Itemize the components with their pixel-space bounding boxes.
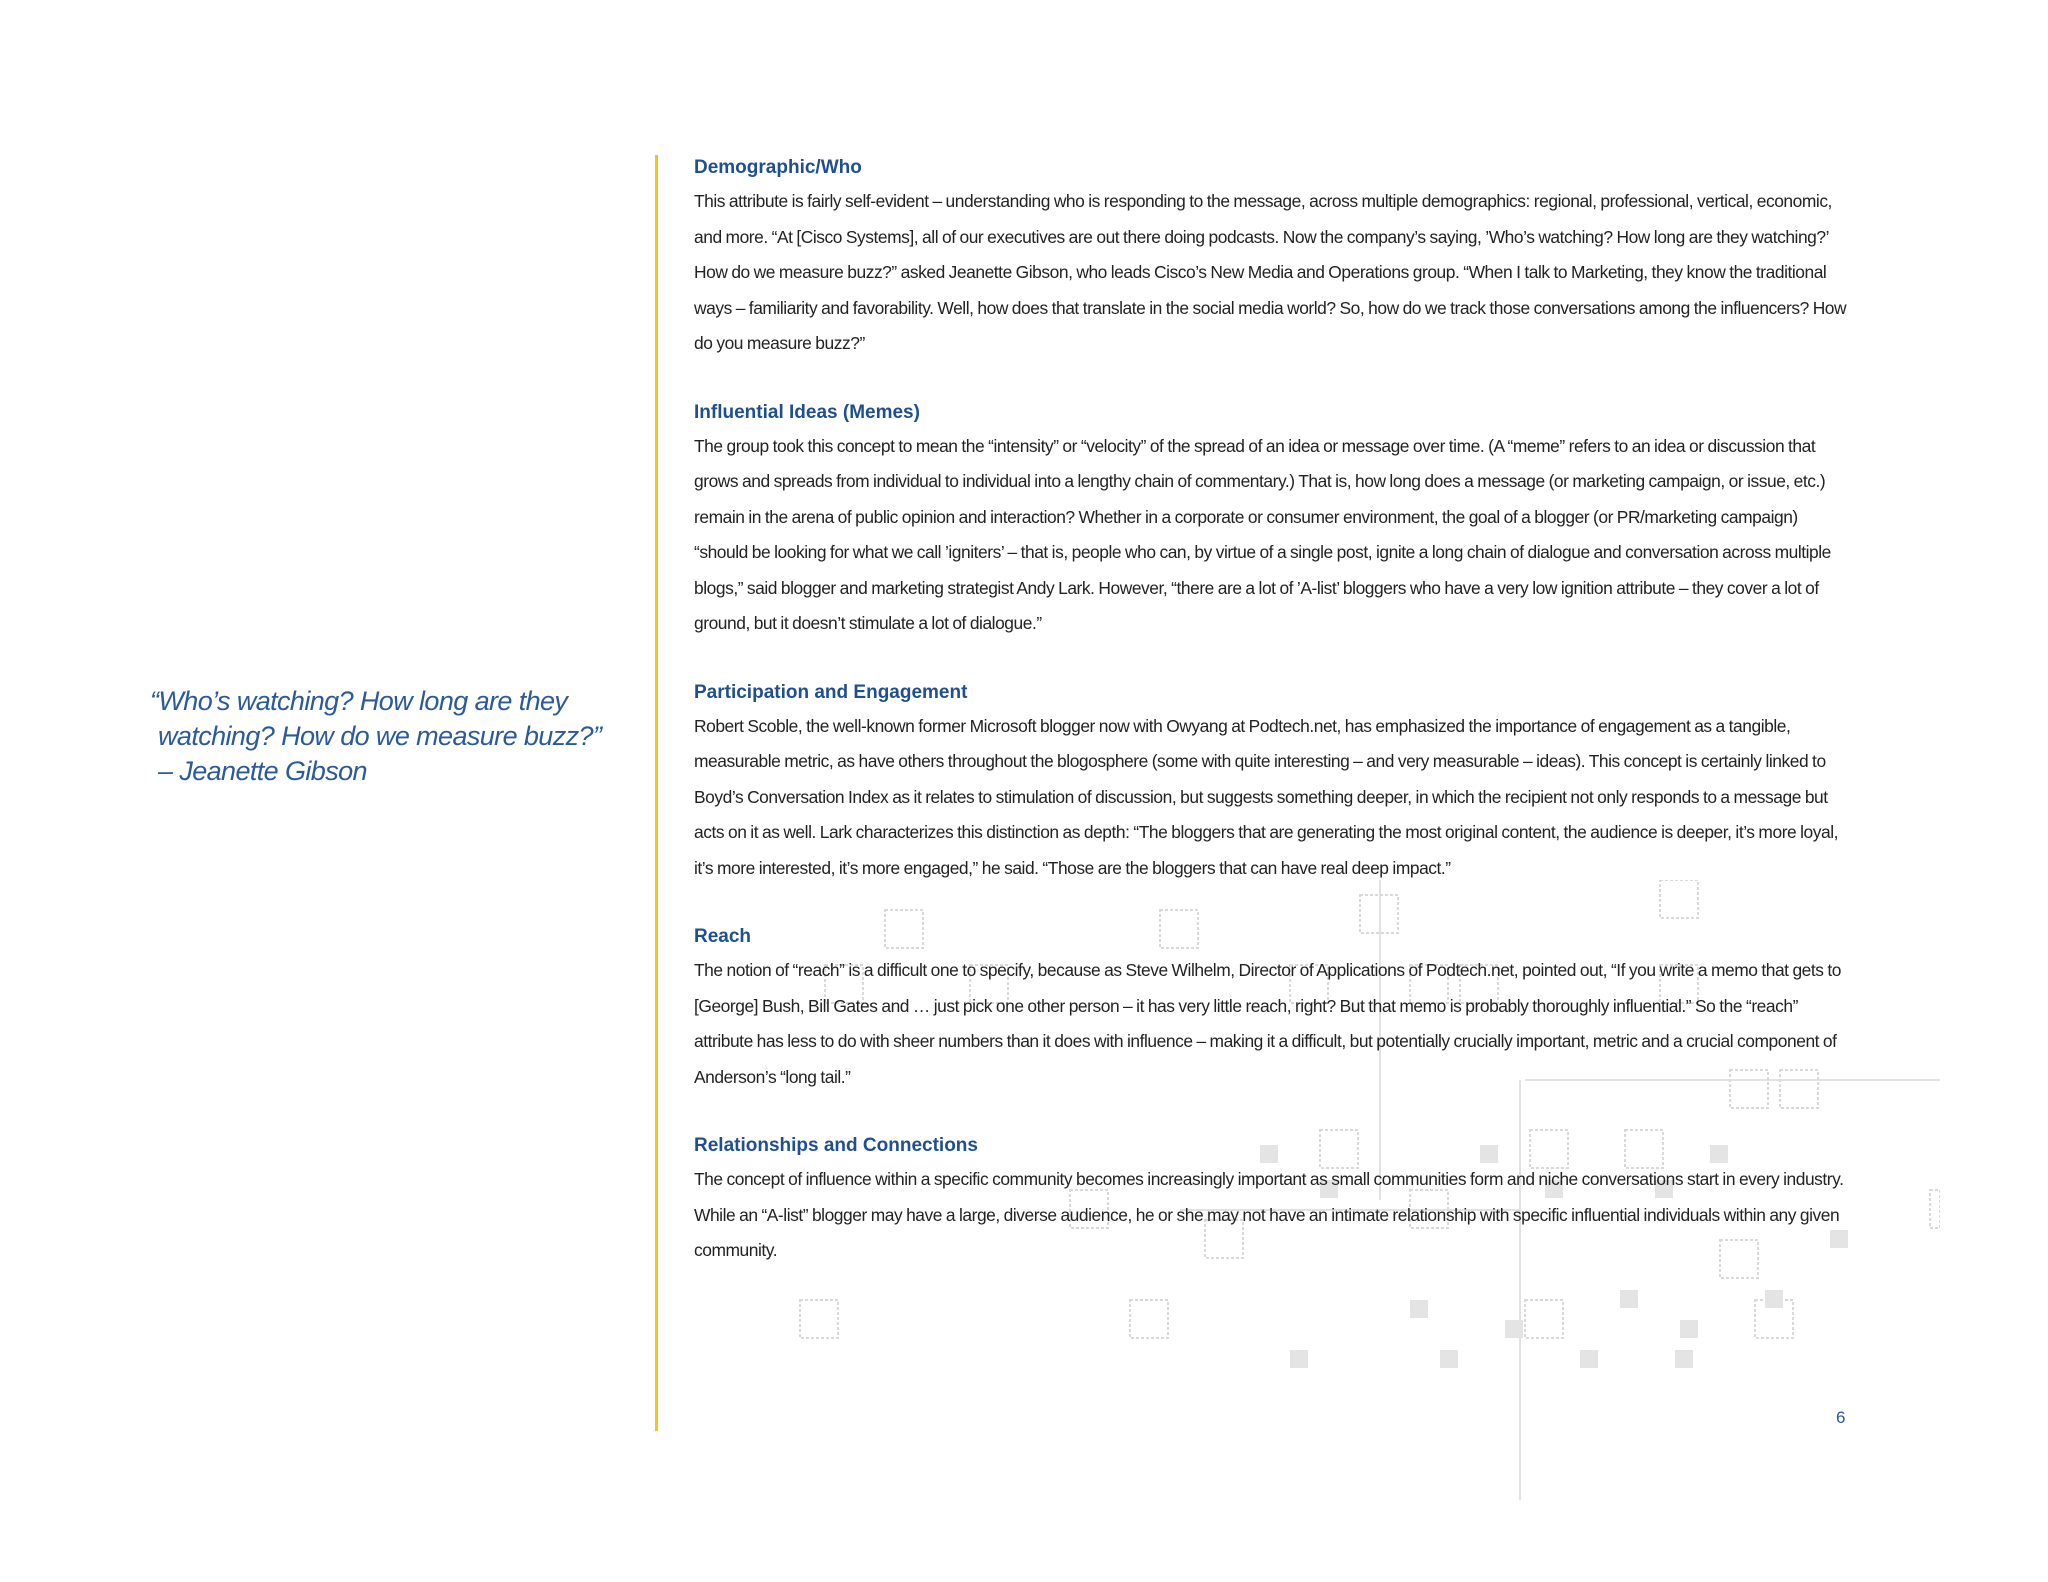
section-reach: [694, 921, 1854, 1095]
section-body: The notion of “reach” is a difficult one to specify, because as Steve Wilhelm, Director of Applications of Podtech.net, pointed out, “If you write a memo that gets to [George] Bush, Bill Gates and … just pick one other person – it has very little reach, right? But that memo is probably thoroughly influential.” So the “reach” attribute has less to do with sheer numbers than it does with influence – making it a difficult, but potentially crucially important, metric and a crucial component of Anderson’s “long tail.”: [694, 960, 1841, 1087]
section-body: Robert Scoble, the well-known former Microsoft blogger now with Owyang at Podtech.net, has emphasized the importance of engagement as a tangible, measurable metric, as have others throughout the blogosphere (some with quite interesting – and very measurable – ideas). This concept is certainly linked to Boyd’s Conversation Index as it relates to stimulation of discussion, but suggests something deeper, in which the recipient not only responds to a message but acts on it as well. Lark characterizes this distinction as depth: “The bloggers that are generating the most original content, the audience is deeper, it’s more loyal, it’s more interested, it’s more engaged,” he said. “Those are the bloggers that can have real deep impact.”: [694, 715, 1839, 878]
main-content: [694, 152, 1854, 1304]
pull-quote-line: “Who’s watching? How long are they: [150, 686, 568, 716]
section-body: This attribute is fairly self-evident – understanding who is responding to the message, across multiple demographics: regional, professional, vertical, economic, and more. “At [Cisco Systems], all of our executives are out there doing podcasts. Now the company’s saying, ’Who’s watching? How long are they watching?’ How do we measure buzz?” asked Jeanette Gibson, who leads Cisco’s New Media and Operations group. “When I talk to Marketing, they know the traditional ways – familiarity and favorability. Well, how does that translate in the social media world? So, how do we track those conversations among the influencers? How do you measure buzz?”: [694, 191, 1847, 353]
section-heading: Reach: [694, 926, 752, 947]
section-participation: [694, 677, 1854, 887]
accent-rule: [655, 155, 658, 1431]
pull-quote-line: watching? How do we measure buzz?”: [158, 721, 602, 751]
section-body: The concept of influence within a specific community becomes increasingly important as small communities form and niche conversations start in every industry. While an “A-list” blogger may have a large, diverse audience, he or she may not have an intimate relationship with specific influential individuals within any given community.: [694, 1169, 1844, 1260]
pull-quote-attribution: – Jeanette Gibson: [158, 756, 367, 786]
section-demographic: [694, 152, 1854, 362]
page-number: 6: [1836, 1408, 1846, 1427]
section-influential-ideas: [694, 397, 1854, 642]
section-heading: Influential Ideas (Memes): [694, 401, 920, 423]
section-heading: Participation and Engagement: [694, 681, 968, 703]
section-heading: Demographic/Who: [694, 157, 862, 178]
section-body: The group took this concept to mean the “intensity” or “velocity” of the spread of an idea or message over time. (A “meme” refers to an idea or discussion that grows and spreads from individual to individual into a lengthy chain of commentary.) That is, how long does a message (or marketing campaign, or issue, etc.) remain in the arena of public opinion and interaction? Whether in a corporate or consumer environment, the goal of a blogger (or PR/marketing campaign) “should be looking for what we call ’igniters’ – that is, people who can, by virtue of a single post, ignite a long chain of dialogue and conversation across multiple blogs,” said blogger and marketing strategist Andy Lark. However, “there are a lot of ’A-list’ bloggers who have a very low ignition attribute – they cover a lot of ground, but it doesn’t stimulate a lot of dialogue.”: [694, 435, 1831, 633]
section-heading: Relationships and Connections: [694, 1135, 978, 1156]
pull-quote: [150, 684, 610, 789]
section-relationships: [694, 1130, 1854, 1269]
